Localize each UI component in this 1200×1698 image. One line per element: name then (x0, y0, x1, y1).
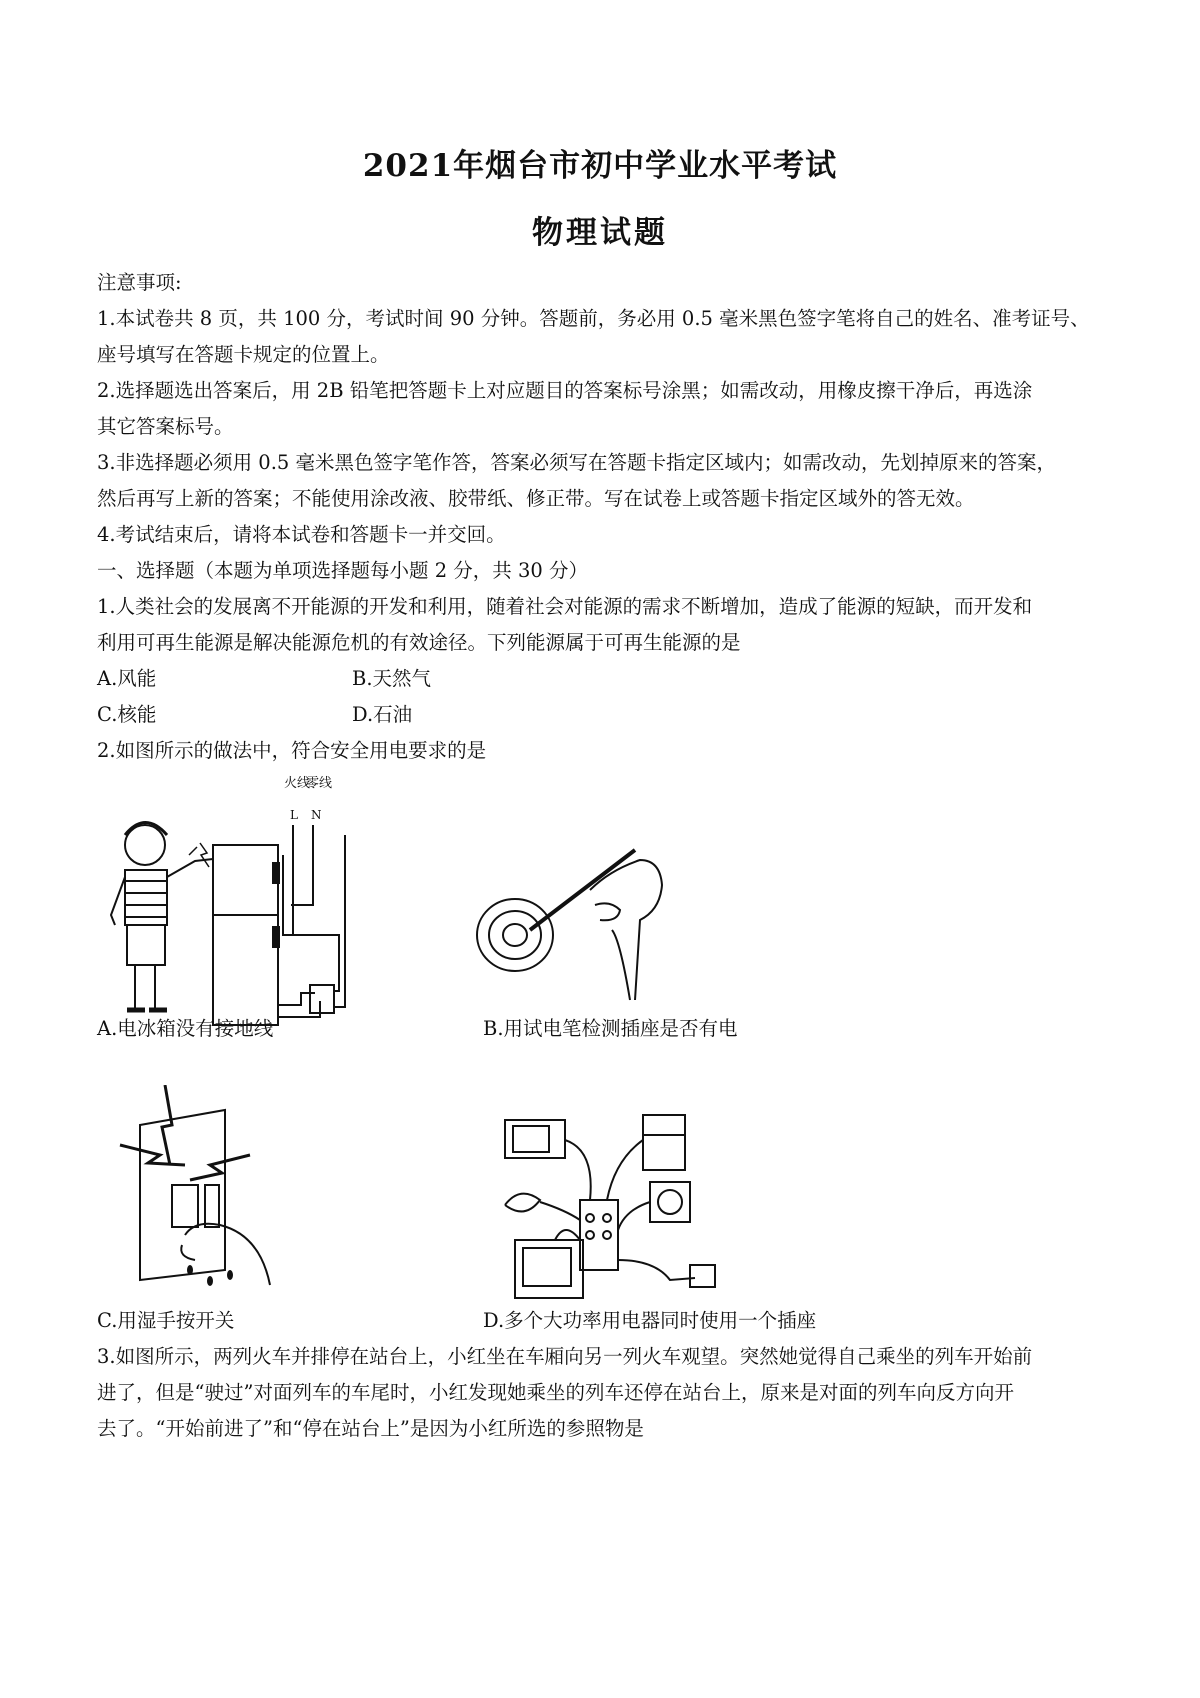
q1-option-b: B.天然气 (352, 667, 432, 690)
q3-stem-line: 进了，但是“驶过”对面列车的车尾时，小红发现她乘坐的列车还停在站台上，原来是对面的列车向反方向开 (97, 1381, 1014, 1404)
q1-stem-line: 利用可再生能源是解决能源危机的有效途径。下列能源属于可再生能源的是 (97, 631, 741, 654)
q2-caption-d: D.多个大功率用电器同时使用一个插座 (483, 1309, 817, 1332)
notice-line: 2.选择题选出答案后，用 2B 铅笔把答题卡上对应题目的答案标号涂黑；如需改动，用橡皮擦干净后，再选涂 (97, 379, 1033, 402)
figure-test-pen (470, 830, 680, 1010)
figure-overloaded-socket (495, 1110, 725, 1305)
q2-caption-c: C.用湿手按开关 (97, 1309, 235, 1332)
q1-option-a: A.风能 (97, 667, 157, 690)
q3-stem-line: 3.如图所示，两列火车并排停在站台上，小红坐在车厢向另一列火车观望。突然她觉得自己乘坐的列车开始前 (97, 1345, 1033, 1368)
figure-wet-hand-switch (110, 1085, 290, 1295)
q2-stem: 2.如图所示的做法中，符合安全用电要求的是 (97, 739, 487, 762)
exam-title: 2021年烟台市初中学业水平考试 (362, 148, 838, 184)
notice-line: 3.非选择题必须用 0.5 毫米黑色签字笔作答，答案必须写在答题卡指定区域内；如需改动，先划掉原来的答案， (97, 451, 1057, 474)
label-neutral-wire: 零线 (306, 776, 333, 791)
q2-caption-a: A.电冰箱没有接地线 (97, 1017, 274, 1040)
label-l: L (290, 808, 298, 822)
q1-stem-line: 1.人类社会的发展离不开能源的开发和利用，随着社会对能源的需求不断增加，造成了能源的短缺，而开发和 (97, 595, 1033, 618)
label-n: N (311, 808, 322, 822)
notice-line: 4.考试结束后，请将本试卷和答题卡一并交回。 (97, 523, 506, 546)
label-live-wire: 火线 (284, 776, 311, 791)
notice-line: 座号填写在答题卡规定的位置上。 (97, 343, 390, 366)
notice-line: 1.本试卷共 8 页，共 100 分，考试时间 90 分钟。答题前，务必用 0.5 毫米黑色签字笔将自己的姓名、准考证号、 (97, 307, 1090, 330)
q1-option-d: D.石油 (352, 703, 413, 726)
notice-line: 其它答案标号。 (97, 415, 234, 438)
notice-line: 然后再写上新的答案；不能使用涂改液、胶带纸、修正带。写在试卷上或答题卡指定区域外的答无效。 (97, 487, 975, 510)
q3-stem-line: 去了。“开始前进了”和“停在站台上”是因为小红所选的参照物是 (97, 1417, 644, 1440)
q1-option-c: C.核能 (97, 703, 157, 726)
notice-heading: 注意事项: (97, 271, 182, 294)
figure-fridge-no-ground (105, 795, 365, 1030)
exam-subtitle: 物理试题 (532, 215, 668, 251)
q2-caption-b: B.用试电笔检测插座是否有电 (483, 1017, 738, 1040)
section-heading: 一、选择题（本题为单项选择题每小题 2 分，共 30 分） (97, 559, 589, 582)
